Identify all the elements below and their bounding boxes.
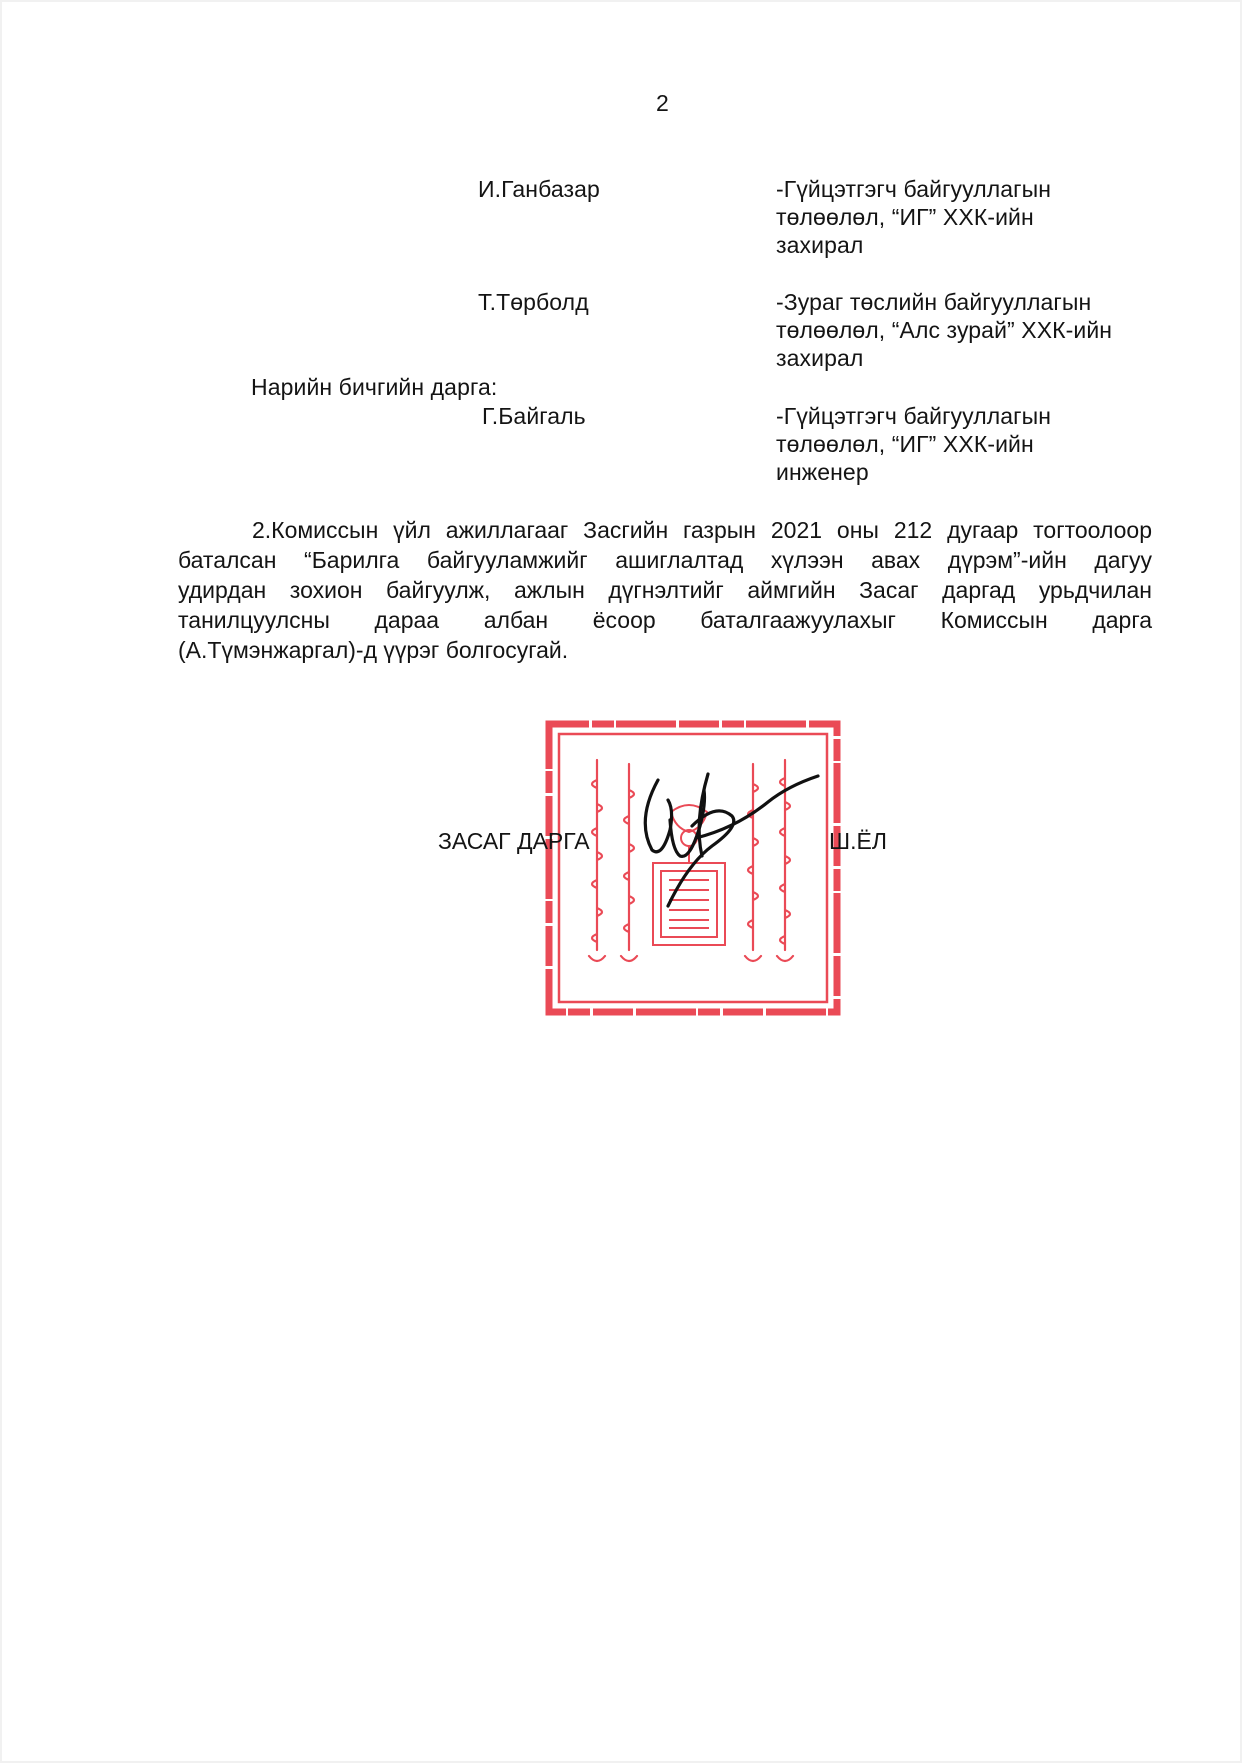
paragraph-line: баталсан “Барилга байгууламжийг ашиглалтад хүлээн авах дүрэм”-ийн дагуу	[178, 547, 1152, 573]
member-role-line: инженер	[776, 459, 869, 485]
paragraph-line: 2.Комиссын үйл ажиллагааг Засгийн газрын 2021 оны 212 дугаар тогтоолоор	[252, 517, 1152, 543]
member-role	[776, 402, 1196, 486]
member-name: И.Ганбазар	[478, 176, 600, 202]
member-name: Г.Байгаль	[482, 403, 586, 429]
member-role	[776, 288, 1196, 372]
paragraph-line: удирдан зохион байгуулж, ажлын дүгнэлтийг аймгийн Засаг даргад урьдчилан	[178, 577, 1152, 603]
member-role-line: захирал	[776, 232, 864, 258]
member-role-line: -Гүйцэтгэгч байгууллагын	[776, 403, 1052, 429]
member-role-line: төлөөлөл, “ИГ” ХХК-ийн	[776, 204, 1034, 230]
secretary-label: Нарийн бичгийн дарга:	[251, 374, 498, 400]
member-role-line: захирал	[776, 345, 864, 371]
handwritten-signature	[630, 760, 830, 910]
paragraph-line: танилцуулсны дараа албан ёсоор баталгаажуулахыг Комиссын дарга	[178, 607, 1152, 633]
member-role	[776, 175, 1196, 259]
page-number: 2	[656, 90, 669, 116]
signatory-name: Ш.ЁЛ	[829, 828, 887, 854]
resolution-paragraph	[178, 515, 1152, 665]
paragraph-line: (А.Түмэнжаргал)-д үүрэг болгосугай.	[178, 637, 569, 663]
member-name: Т.Төрболд	[478, 289, 589, 315]
member-role-line: төлөөлөл, “Алс зурай” ХХК-ийн	[776, 317, 1113, 343]
member-role-line: -Зураг төслийн байгууллагын	[776, 289, 1092, 315]
member-role-line: төлөөлөл, “ИГ” ХХК-ийн	[776, 431, 1034, 457]
signatory-title: ЗАСАГ ДАРГА	[438, 828, 590, 854]
member-role-line: -Гүйцэтгэгч байгууллагын	[776, 176, 1052, 202]
